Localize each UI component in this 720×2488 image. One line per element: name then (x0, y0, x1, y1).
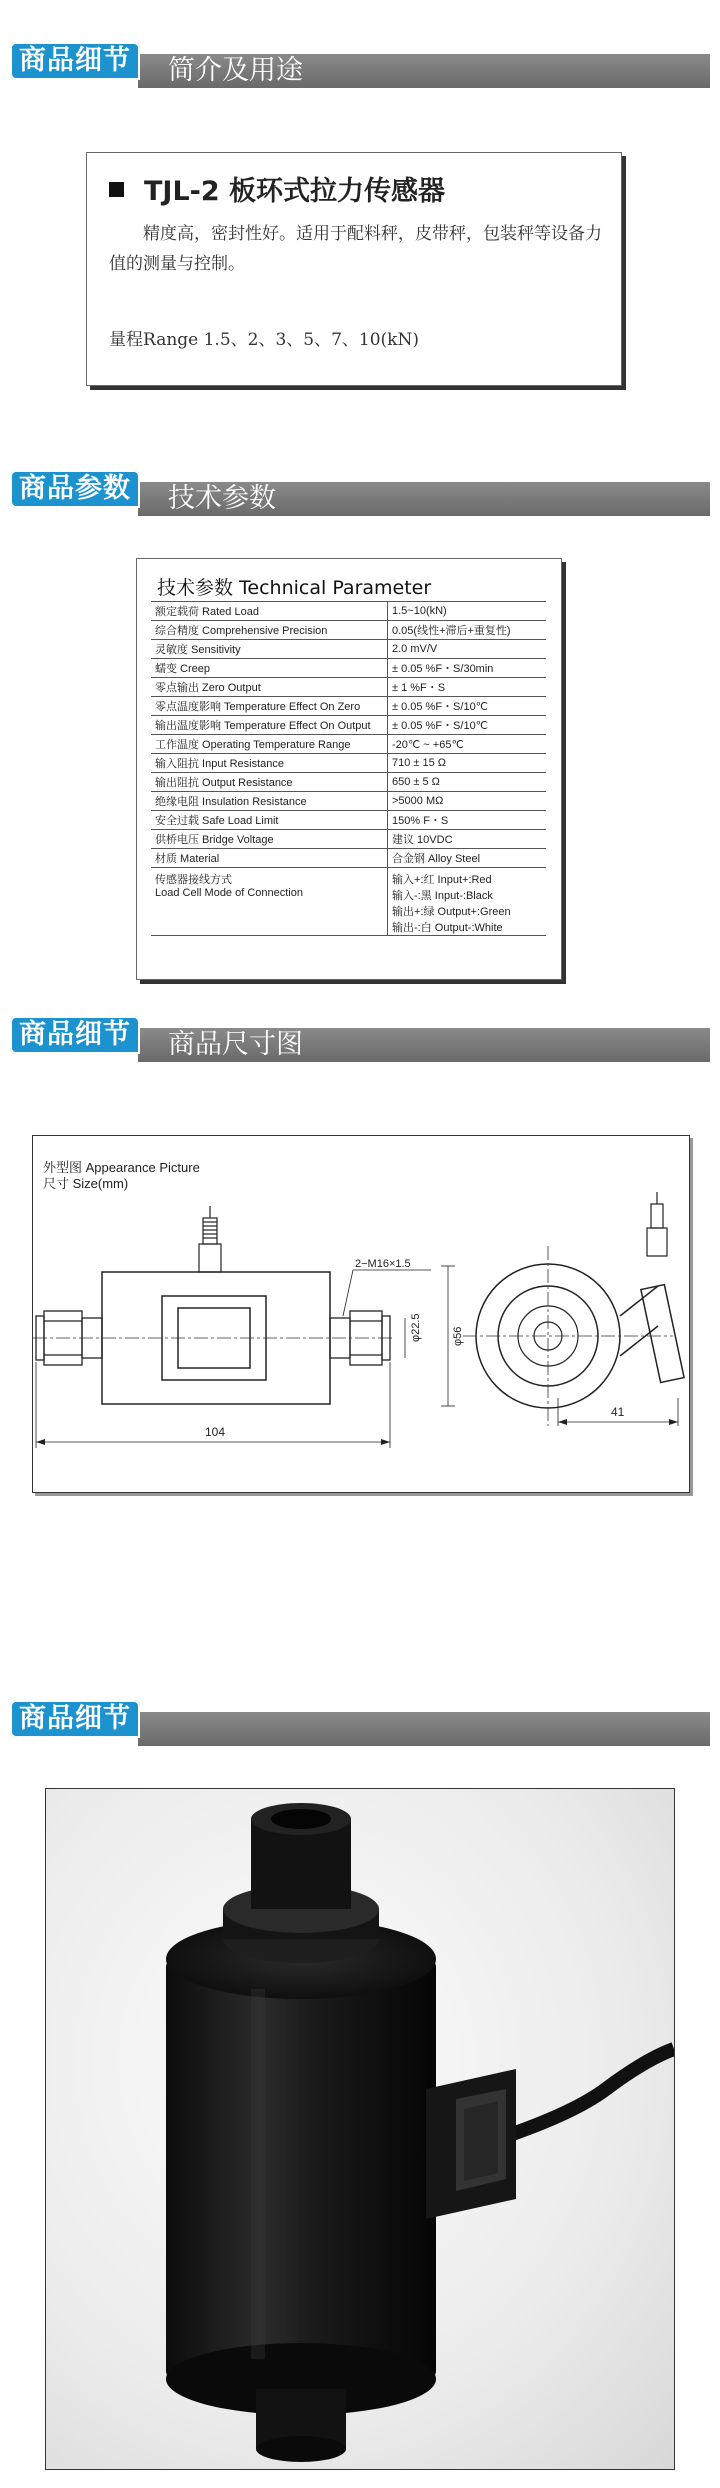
outer-diameter-label: φ56 (452, 1326, 464, 1346)
drawing-caption: 外型图 Appearance Picture (43, 1160, 200, 1175)
section-badge: 商品细节 (10, 1700, 140, 1738)
connection-label (151, 868, 388, 936)
parameter-value: ± 0.05 %F・S/10℃ (388, 716, 547, 735)
parameter-row (151, 678, 546, 697)
parameter-value: 150% F・S (388, 811, 547, 830)
wire-line: 输入+:红 Input+:Red (392, 874, 492, 886)
parameter-value: 1.5~10(kN) (388, 602, 547, 621)
section-badge: 商品细节 (10, 42, 140, 80)
section-title: 商品尺寸图 (168, 1029, 303, 1060)
parameter-value: 710 ± 15 Ω (388, 754, 547, 773)
section-header-dimensions (10, 1016, 710, 1060)
wire-line: 输入-:黑 Input-:Black (392, 890, 493, 902)
wire-line: 输出-:白 Output-:White (392, 922, 503, 934)
cable-gland-shape (199, 1206, 221, 1272)
side-cable-gland-shape (647, 1192, 667, 1256)
side-dimension: 41 (611, 1405, 625, 1419)
parameter-row (151, 621, 546, 640)
parameter-row (151, 792, 546, 811)
parameter-label: 零点温度影响 Temperature Effect On Zero (151, 697, 388, 716)
parameter-card (136, 558, 562, 980)
product-range: 量程Range 1.5、2、3、5、7、10(kN) (109, 330, 419, 350)
parameter-label: 零点输出 Zero Output (151, 678, 388, 697)
parameter-row (151, 830, 546, 849)
parameter-value: 建议 10VDC (388, 830, 547, 849)
connection-label-cn: 传感器接线方式 (155, 874, 232, 886)
parameter-row (151, 640, 546, 659)
parameter-value: >5000 MΩ (388, 792, 547, 811)
section-title: 技术参数 (168, 483, 276, 514)
inner-diameter-label: φ22.5 (410, 1313, 422, 1342)
parameter-value: -20℃ ~ +65℃ (388, 735, 547, 754)
connection-label-en: Load Cell Mode of Connection (155, 887, 303, 899)
parameter-label: 绝缘电阻 Insulation Resistance (151, 792, 388, 811)
section-badge: 商品参数 (10, 470, 140, 508)
parameter-label: 输出阻抗 Output Resistance (151, 773, 388, 792)
section-badge: 商品细节 (10, 1016, 140, 1054)
parameter-row (151, 735, 546, 754)
parameter-value: ± 0.05 %F・S/10℃ (388, 697, 547, 716)
length-dimension: 104 (205, 1425, 226, 1439)
parameter-value: 合金钢 Alloy Steel (388, 849, 547, 868)
intro-card (86, 152, 622, 386)
parameter-value: 2.0 mV/V (388, 640, 547, 659)
parameter-label: 供桥电压 Bridge Voltage (151, 830, 388, 849)
parameter-title: 技术参数 Technical Parameter (157, 577, 432, 599)
parameter-row (151, 773, 546, 792)
product-description: 精度高，密封性好。适用于配料秤，皮带秤，包装秤等设备力值的测量与控制。 (109, 224, 602, 274)
dimension-drawing-frame (32, 1135, 690, 1493)
parameter-row (151, 849, 546, 868)
parameter-row (151, 811, 546, 830)
parameter-row (151, 716, 546, 735)
section-title: 简介及用途 (168, 55, 303, 86)
parameter-label: 综合精度 Comprehensive Precision (151, 621, 388, 640)
wire-line: 输出+:绿 Output+:Green (392, 906, 511, 918)
product-photo (45, 1788, 675, 2470)
connection-row (151, 868, 546, 936)
section-header-intro (10, 42, 710, 86)
parameter-label: 安全过载 Safe Load Limit (151, 811, 388, 830)
section-strip (138, 1712, 710, 1746)
parameter-label: 额定载荷 Rated Load (151, 602, 388, 621)
parameter-row (151, 754, 546, 773)
parameter-value: ± 1 %F・S (388, 678, 547, 697)
section-header-params (10, 470, 710, 514)
thread-label: 2−M16×1.5 (355, 1258, 411, 1270)
parameter-row (151, 697, 546, 716)
parameter-value: 0.05(线性+滞后+重复性) (388, 621, 547, 640)
parameter-label: 材质 Material (151, 849, 388, 868)
parameter-label: 蠕变 Creep (151, 659, 388, 678)
product-title: TJL-2 板环式拉力传感器 (144, 176, 446, 207)
load-cell-illustration (46, 1789, 674, 2469)
parameter-row (151, 659, 546, 678)
square-bullet-icon (109, 182, 124, 197)
parameter-label: 输出温度影响 Temperature Effect On Output (151, 716, 388, 735)
parameter-value: 650 ± 5 Ω (388, 773, 547, 792)
parameter-label: 工作温度 Operating Temperature Range (151, 735, 388, 754)
parameter-label: 输入阻抗 Input Resistance (151, 754, 388, 773)
section-header-details (10, 1700, 710, 1738)
parameter-value: ± 0.05 %F・S/30min (388, 659, 547, 678)
parameter-row (151, 602, 546, 621)
parameter-label: 灵敏度 Sensitivity (151, 640, 388, 659)
drawing-size-caption: 尺寸 Size(mm) (43, 1176, 129, 1191)
dimension-drawing (33, 1136, 689, 1492)
product-heading (109, 169, 445, 208)
parameter-table (151, 601, 546, 936)
connection-value (388, 868, 547, 936)
